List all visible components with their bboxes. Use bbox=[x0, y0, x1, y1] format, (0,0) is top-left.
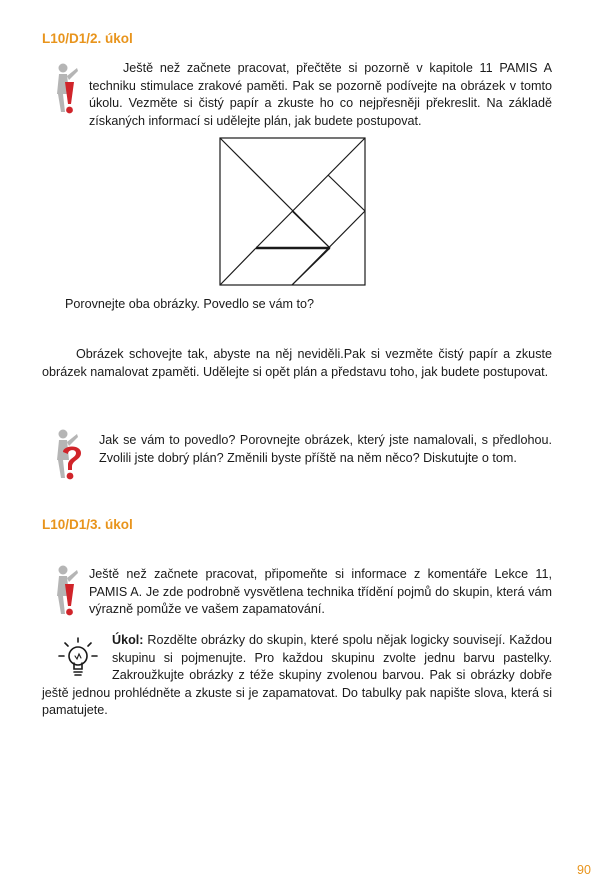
task-text: Rozdělte obrázky do skupin, které spolu nějak logicky souvisejí. Každou skupinu si pojmenujte. Pro každou skupinu zvolte jednu barvu pastelky. Zakroužkujte obrázky z téže skupiny zvolenou barvou. Pak si obrázky dobře ještě jednou prohlédněte a zkuste si je zapamatovat. Do tabulky pak napište slova, která si pamatujete. bbox=[42, 633, 552, 718]
reflect-text: Jak se vám to povedlo? Porovnejte obrázek, který jste namalovali, s předlohou. Zvolili jste dobrý plán? Změnili byste příště na něm něco? Diskutujte o tom. bbox=[99, 433, 552, 465]
tangram-figure bbox=[219, 137, 366, 286]
task-label: Úkol: bbox=[112, 633, 144, 647]
section1-intro: Ještě než začnete pracovat, přečtěte si pozorně v kapitole 11 PAMIS A techniku stimulace zrakové paměti. Pak se pozorně podívejte na obrázek v tomto úkolu. Vezměte si čistý papír a zkuste ho co nejpřesněji překreslit. Na základě získaných informací si udělejte plán, jak budete postupovat. bbox=[89, 61, 552, 128]
compare-text: Porovnejte oba obrázky. Povedlo se vám to? bbox=[65, 297, 314, 311]
attention-figure-icon bbox=[50, 564, 80, 620]
question-figure-icon bbox=[50, 428, 84, 484]
task-paragraph bbox=[42, 632, 552, 720]
section2-intro: Ještě než začnete pracovat, připomeňte si informace z komentáře Lekce 11, PAMIS A. Je zde podrobně vysvětlena technika třídění pojmů do skupin, která vám výrazně pomůže ve vašem zapamatování. bbox=[89, 567, 552, 617]
section1-heading: L10/D1/2. úkol bbox=[42, 31, 133, 46]
section2-heading: L10/D1/3. úkol bbox=[42, 517, 133, 532]
page-number: 90 bbox=[577, 863, 591, 877]
hide-text: Obrázek schovejte tak, abyste na něj neviděli.Pak si vezměte čistý papír a zkuste obrázek namalovat zpaměti. Udělejte si opět plán a představu toho, jak budete postupovat. bbox=[42, 347, 552, 379]
attention-figure-icon bbox=[50, 62, 80, 118]
icon-spacer bbox=[42, 632, 112, 684]
